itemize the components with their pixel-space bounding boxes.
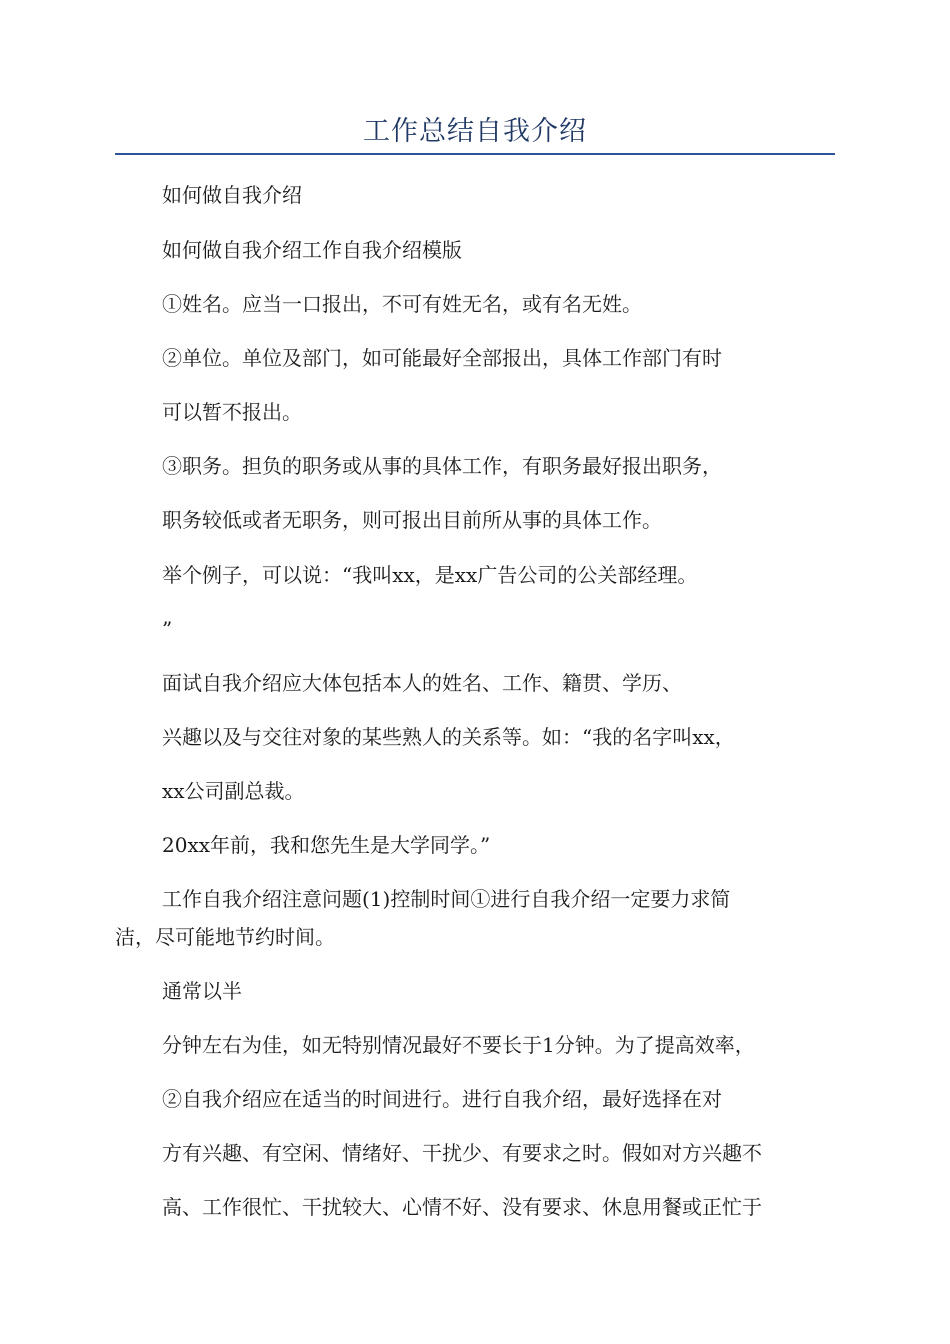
text-line: 高、工作很忙、干扰较大、心情不好、没有要求、休息用餐或正忙于 bbox=[162, 1195, 762, 1219]
text-line: ②单位。单位及部门，如可能最好全部报出，具体工作部门有时 bbox=[162, 346, 722, 370]
text-line: 面试自我介绍应大体包括本人的姓名、工作、籍贯、学历、 bbox=[162, 671, 682, 695]
text-line: 洁，尽可能地节约时间。 bbox=[115, 925, 335, 949]
text-line: 通常以半 bbox=[162, 979, 242, 1003]
text-line: ③职务。担负的职务或从事的具体工作，有职务最好报出职务， bbox=[162, 454, 722, 478]
document-title: 工作总结自我介绍 bbox=[363, 116, 587, 147]
text-line: 兴趣以及与交往对象的某些熟人的关系等。如：“我的名字叫xx， bbox=[162, 725, 735, 749]
text-line: 如何做自我介绍 bbox=[162, 183, 302, 207]
text-line: ①姓名。应当一口报出，不可有姓无名，或有名无姓。 bbox=[162, 292, 642, 316]
text-line: ②自我介绍应在适当的时间进行。进行自我介绍，最好选择在对 bbox=[162, 1087, 722, 1111]
text-line: 分钟左右为佳，如无特别情况最好不要长于1分钟。为了提高效率， bbox=[162, 1033, 755, 1057]
text-line: 工作自我介绍注意问题(1)控制时间①进行自我介绍一定要力求简 bbox=[162, 887, 731, 911]
text-line: 举个例子，可以说：“我叫xx，是xx广告公司的公关部经理。 bbox=[162, 563, 698, 587]
text-line: 可以暂不报出。 bbox=[162, 400, 302, 424]
text-line: 方有兴趣、有空闲、情绪好、干扰少、有要求之时。假如对方兴趣不 bbox=[162, 1141, 762, 1165]
text-line: ” bbox=[162, 617, 173, 641]
text-line: xx公司副总裁。 bbox=[162, 779, 305, 803]
title-underline bbox=[115, 153, 835, 155]
text-line: 职务较低或者无职务，则可报出目前所从事的具体工作。 bbox=[162, 508, 662, 532]
text-line: 如何做自我介绍工作自我介绍模版 bbox=[162, 238, 462, 262]
text-line: 20xx年前，我和您先生是大学同学。” bbox=[162, 833, 491, 857]
